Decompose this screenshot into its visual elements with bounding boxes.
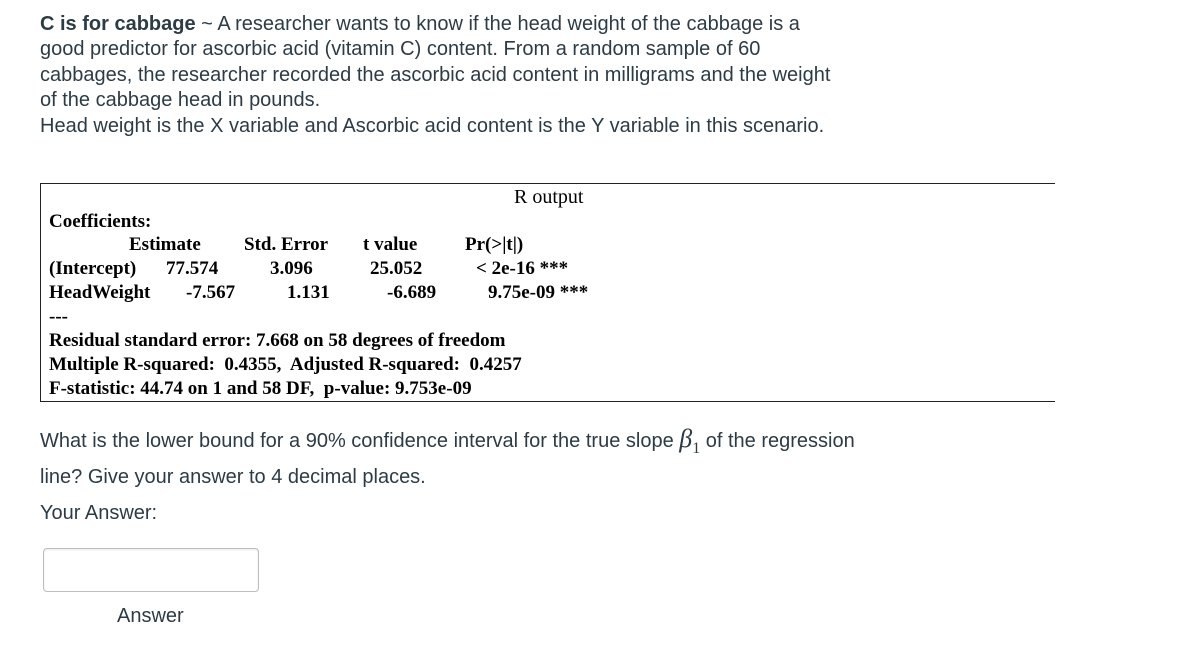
beta-symbol — [679, 424, 701, 458]
question-text-after: of the regression line? Give your answer to 4 decimal places. — [40, 430, 855, 489]
row-headweight-t-value: -6.689 — [387, 282, 437, 303]
row-intercept-name: (Intercept) — [49, 258, 137, 279]
beta-letter: β — [679, 424, 693, 453]
r-squared-line: Multiple R-squared: 0.4355, Adjusted R-squared: 0.4257 — [49, 354, 522, 375]
coefficients-label: Coefficients: — [49, 211, 152, 232]
row-intercept-std-error: 3.096 — [270, 258, 313, 279]
row-intercept-t-value: 25.052 — [370, 258, 423, 279]
header-p-value: Pr(>|t|) — [465, 234, 524, 255]
r-output-box — [40, 183, 1055, 402]
row-intercept-p-value: < 2e-16 *** — [476, 258, 569, 279]
variable-description: Head weight is the X variable and Ascorbic acid content is the Y variable in this scenario. — [40, 114, 825, 137]
row-headweight-estimate: -7.567 — [186, 282, 236, 303]
f-statistic-line: F-statistic: 44.74 on 1 and 58 DF, p-value: 9.753e-09 — [49, 378, 472, 399]
residual-se-line: Residual standard error: 7.668 on 58 degrees of freedom — [49, 330, 506, 351]
row-intercept-estimate: 77.574 — [166, 258, 219, 279]
problem-title: C is for cabbage — [40, 13, 196, 35]
question-text-before: What is the lower bound for a 90% confidence interval for the true slope — [40, 430, 680, 452]
header-estimate: Estimate — [129, 234, 201, 255]
answer-input[interactable] — [43, 548, 259, 592]
your-answer-label: Your Answer: — [40, 502, 158, 524]
answer-field-label: Answer — [117, 605, 184, 627]
question-text — [40, 424, 860, 492]
beta-subscript: 1 — [692, 440, 701, 458]
title-separator: ~ — [195, 13, 218, 35]
header-t-value: t value — [363, 234, 418, 255]
header-std-error: Std. Error — [244, 234, 329, 255]
output-divider: --- — [49, 306, 68, 327]
r-output-title: R output — [514, 186, 584, 208]
row-headweight-name: HeadWeight — [49, 282, 151, 303]
problem-intro — [40, 12, 840, 139]
row-headweight-p-value: 9.75e-09 *** — [488, 282, 589, 303]
problem-description: A researcher wants to know if the head weight of the cabbage is a good predictor for ascorbic acid (vitamin C) content. From a random sample of 60 cabbages, the researcher recorded the ascorbic acid content in milligrams and the weight of the cabbage head in pounds. — [40, 13, 831, 112]
row-headweight-std-error: 1.131 — [287, 282, 330, 303]
